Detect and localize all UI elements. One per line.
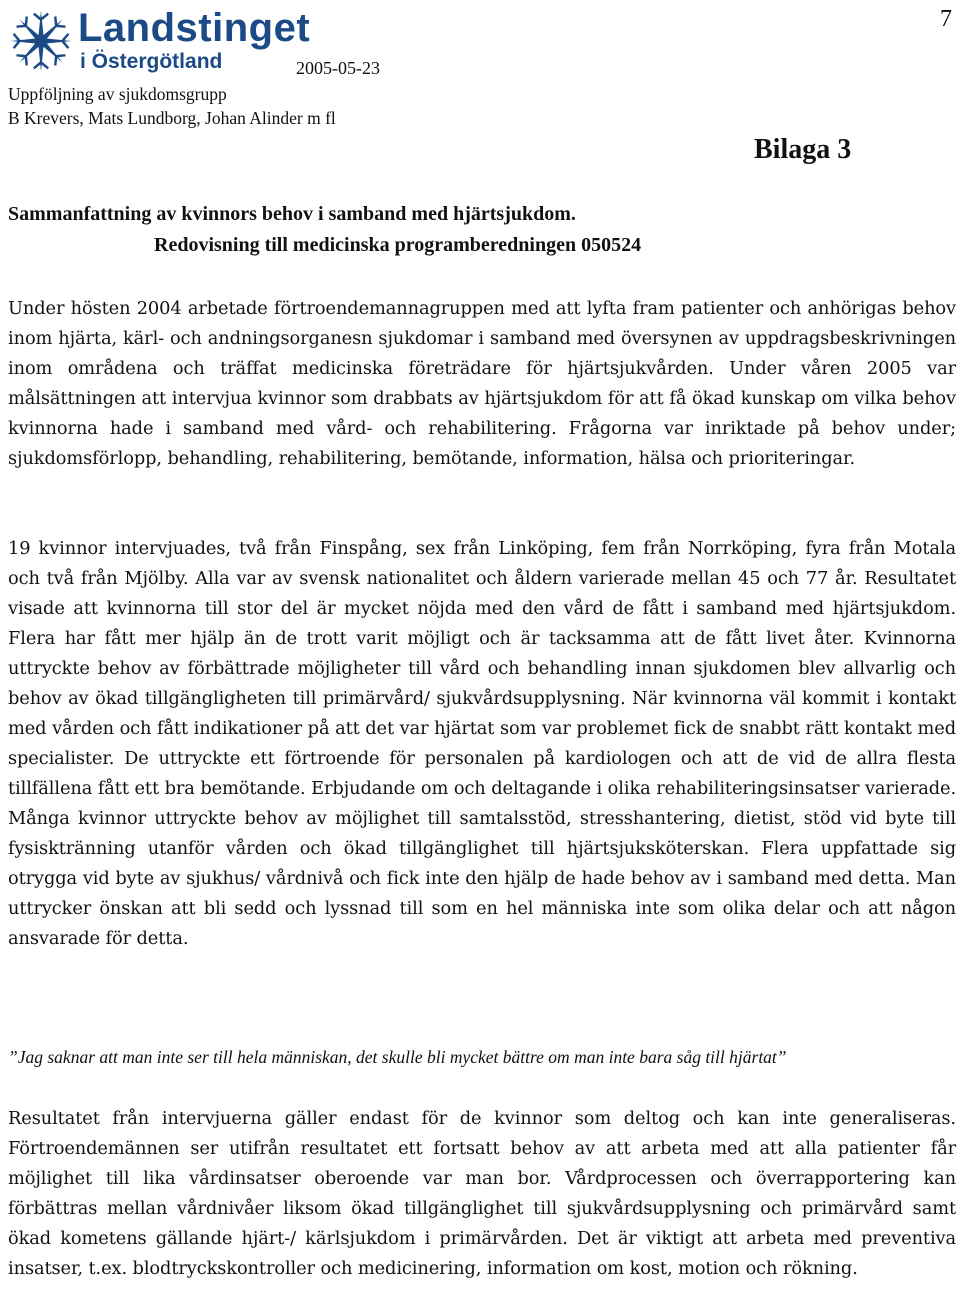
- header-group: Uppföljning av sjukdomsgrupp: [8, 84, 227, 104]
- document-subtitle: Redovisning till medicinska programberedningen 050524: [154, 234, 642, 256]
- body-paragraph-2: 19 kvinnor intervjuades, två från Finspång, sex från Linköping, fem från Norrköping, fyra från Motala och två från Mjölby. Alla var av svensk nationalitet och åldern varierade mellan 45 och 77 år. Resultatet visade att kvinnorna till stor del är mycket nöjda med den vård de fått i samband med hjärtsjukdom. Flera har fått mer hjälp än de trott varit möjligt och är tacksamma att de fått livet åter. Kvinnorna uttryckte behov av förbättrade möjligheter till vård och behandling innan sjukdomen blev allvarlig och behov av ökad tillgängligheten till primärvård/ sjukvårdsupplysning. När kvinnorna väl kommit i kontakt med vården och fått indikationer på att det var hjärtat som var problemet fick de snabbt rätt kontakt med specialister. De uttryckte ett förtroende för personalen på kardiologen och att de vid de allra flesta tillfällena fått ett bra bemötande. Erbjudande om och deltagande i olika rehabiliteringsinsatser varierade. Många kvinnor uttryckte behov av möjlighet till samtalsstöd, stresshantering, dietist, stöd vid byte till fysisktränning utanför vården och ökad tillgänglighet till hjärtsjuksköterskan. Flera uppfattade sig otrygga vid byte av sjukhus/ vårdnivå och fick inte den hjälp de hade behov av i samband med detta. Man uttrycker önskan att bli sedd och lyssnad till som en hel människa inte som olika delar och att någon ansvarade för detta.: [8, 538, 956, 949]
- body-paragraph-1: Under hösten 2004 arbetade förtroendemannagruppen med att lyfta fram patienter och anhörigas behov inom hjärta, kärl- och andningsorganesn sjukdomar i samband med översynen av uppdragsbeskrivningen inom områdena och träffat medicinska företrädare för hjärtsjukvården. Under våren 2005 var målsättningen att intervjua kvinnor som drabbats av hjärtsjukdom för att få ökad kunskap om vilka behov kvinnorna hade i samband med vård- och rehabilitering. Frågorna var inriktade på behov under; sjukdomsförlopp, behandling, rehabilitering, bemötande, information, hälsa och prioriteringar.: [8, 298, 956, 469]
- attachment-label: Bilaga 3: [754, 134, 852, 165]
- page-number: 7: [940, 6, 952, 32]
- body-paragraph-3: Resultatet från intervjuerna gäller endast för de kvinnor som deltog och kan inte generaliseras. Förtroendemännen ser utifrån resultatet ett fortsatt behov av att arbeta med att alla patienter får möjlighet till lika vårdinsatser oberoende var man bor. Vårdprocessen och överrapportering kan förbättras mellan vårdnivåer liksom ökad tillgänglighet till sjukvårdsupplysning och primärvård samt ökad kometens gällande hjärt-/ kärlsjukdom i primärvården. Det är viktigt att arbeta med preventiva insatser, t.ex. blodtryckskontroller och medicinering, information om kost, motion och rökning.: [8, 1108, 956, 1279]
- quote: ”Jag saknar att man inte ser till hela människan, det skulle bli mycket bättre om man inte bara såg till hjärtat”: [8, 1047, 787, 1067]
- header-date: 2005-05-23: [296, 58, 380, 78]
- landstinget-logo: [8, 4, 311, 78]
- logo-name: Landstinget: [78, 6, 311, 50]
- document-title: Sammanfattning av kvinnors behov i samband med hjärtsjukdom.: [8, 203, 576, 225]
- logo-subtitle: i Östergötland: [80, 50, 223, 73]
- header-authors: B Krevers, Mats Lundborg, Johan Alinder m fl: [8, 108, 336, 128]
- snowflake-star-icon: [8, 8, 74, 74]
